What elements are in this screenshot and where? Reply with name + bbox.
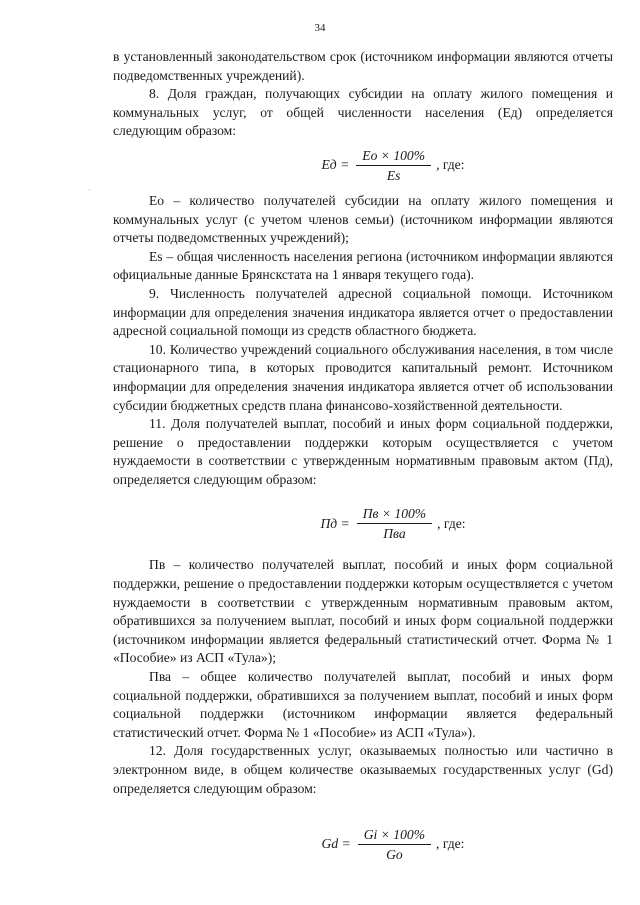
- paragraph-continuation: в установленный законодательством срок (источником информации являются отчеты подведомственных учреждений).: [113, 49, 613, 83]
- paragraph-item-8: 8. Доля граждан, получающих субсидии на оплату жилого помещения и коммунальных услуг, от общей численности населения (Ед) определяется следующим образом:: [113, 86, 613, 139]
- formula-numerator: Ео × 100%: [356, 147, 431, 166]
- paragraph-item-12: 12. Доля государственных услуг, оказываемых полностью или частично в электронном виде, в общем количестве оказываемых государственных услуг (Gd) определяется следующим образом:: [113, 743, 613, 796]
- formula-tail: , где:: [436, 836, 465, 852]
- page-number: 34: [314, 22, 326, 34]
- margin-mark: ·: [88, 186, 91, 195]
- formula-denominator: Es: [386, 167, 401, 183]
- formula-lhs: Пд =: [320, 515, 350, 531]
- formula-denominator: Пва: [383, 526, 406, 542]
- definition-es: Es – общая численность населения региона (источником информации являются официальные данные Брянскстата на 1 января текущего года).: [113, 248, 613, 283]
- paragraph-item-11: 11. Доля получателей выплат, пособий и иных форм социальной поддержки, решение о предоставлении поддержки которым осуществляется с учетом нуждаемости в соответствии с утвержденным нормативным правовым актом (Пд), определяется следующим образом:: [113, 416, 613, 487]
- formula-pd: [173, 505, 613, 542]
- formula-gd: [173, 826, 613, 863]
- formula-lhs: Ед =: [321, 157, 350, 173]
- formula-numerator: Gi × 100%: [358, 826, 431, 845]
- formula-fraction: [358, 826, 431, 863]
- definition-eo: Ео – количество получателей субсидии на оплату жилого помещения и коммунальных услуг (с учетом членов семьи) (источником информации являются отчеты подведомственных учреждений);: [113, 192, 613, 246]
- definition-pv: Пв – количество получателей выплат, пособий и иных форм социальной поддержки, решение о предоставлении поддержки которым осуществляется с учетом нуждаемости в соответствии с утвержденным нормативным правовым актом, обратившихся за получением выплат, пособий и иных форм социальной поддержки (источником информации является федеральный статистический отчет. Форма № 1 «Пособие» из АСП «Тула»);: [113, 557, 613, 666]
- formula-fraction: [356, 147, 431, 184]
- formula-denominator: Go: [386, 847, 403, 863]
- formula-tail: , где:: [436, 157, 465, 173]
- paragraph-item-9: 9. Численность получателей адресной социальной помощи. Источником информации для определения значения индикатора является отчет о предоставлении адресной социальной помощи из средств областного бюджета.: [113, 285, 613, 339]
- paragraph-item-10: 10. Количество учреждений социального обслуживания населения, в том числе стационарного типа, в которых проводится капитальный ремонт. Источником информации для определения значения индикатора является отчет об использовании субсидии бюджетных средств плана финансово-хозяйственной деятельности.: [113, 341, 613, 413]
- document-body: [113, 48, 613, 863]
- formula-lhs: Gd =: [321, 836, 351, 852]
- formula-numerator: Пв × 100%: [357, 505, 432, 524]
- formula-ed: [173, 147, 613, 184]
- formula-tail: , где:: [437, 515, 466, 531]
- formula-fraction: [357, 505, 432, 542]
- definition-pva: Пва – общее количество получателей выплат, пособий и иных форм социальной поддержки, обратившихся за получением выплат, пособий и иных форм социальной поддержки (источником информации является федеральный статистический отчет. Форма № 1 «Пособие» из АСП «Тула»).: [113, 669, 613, 740]
